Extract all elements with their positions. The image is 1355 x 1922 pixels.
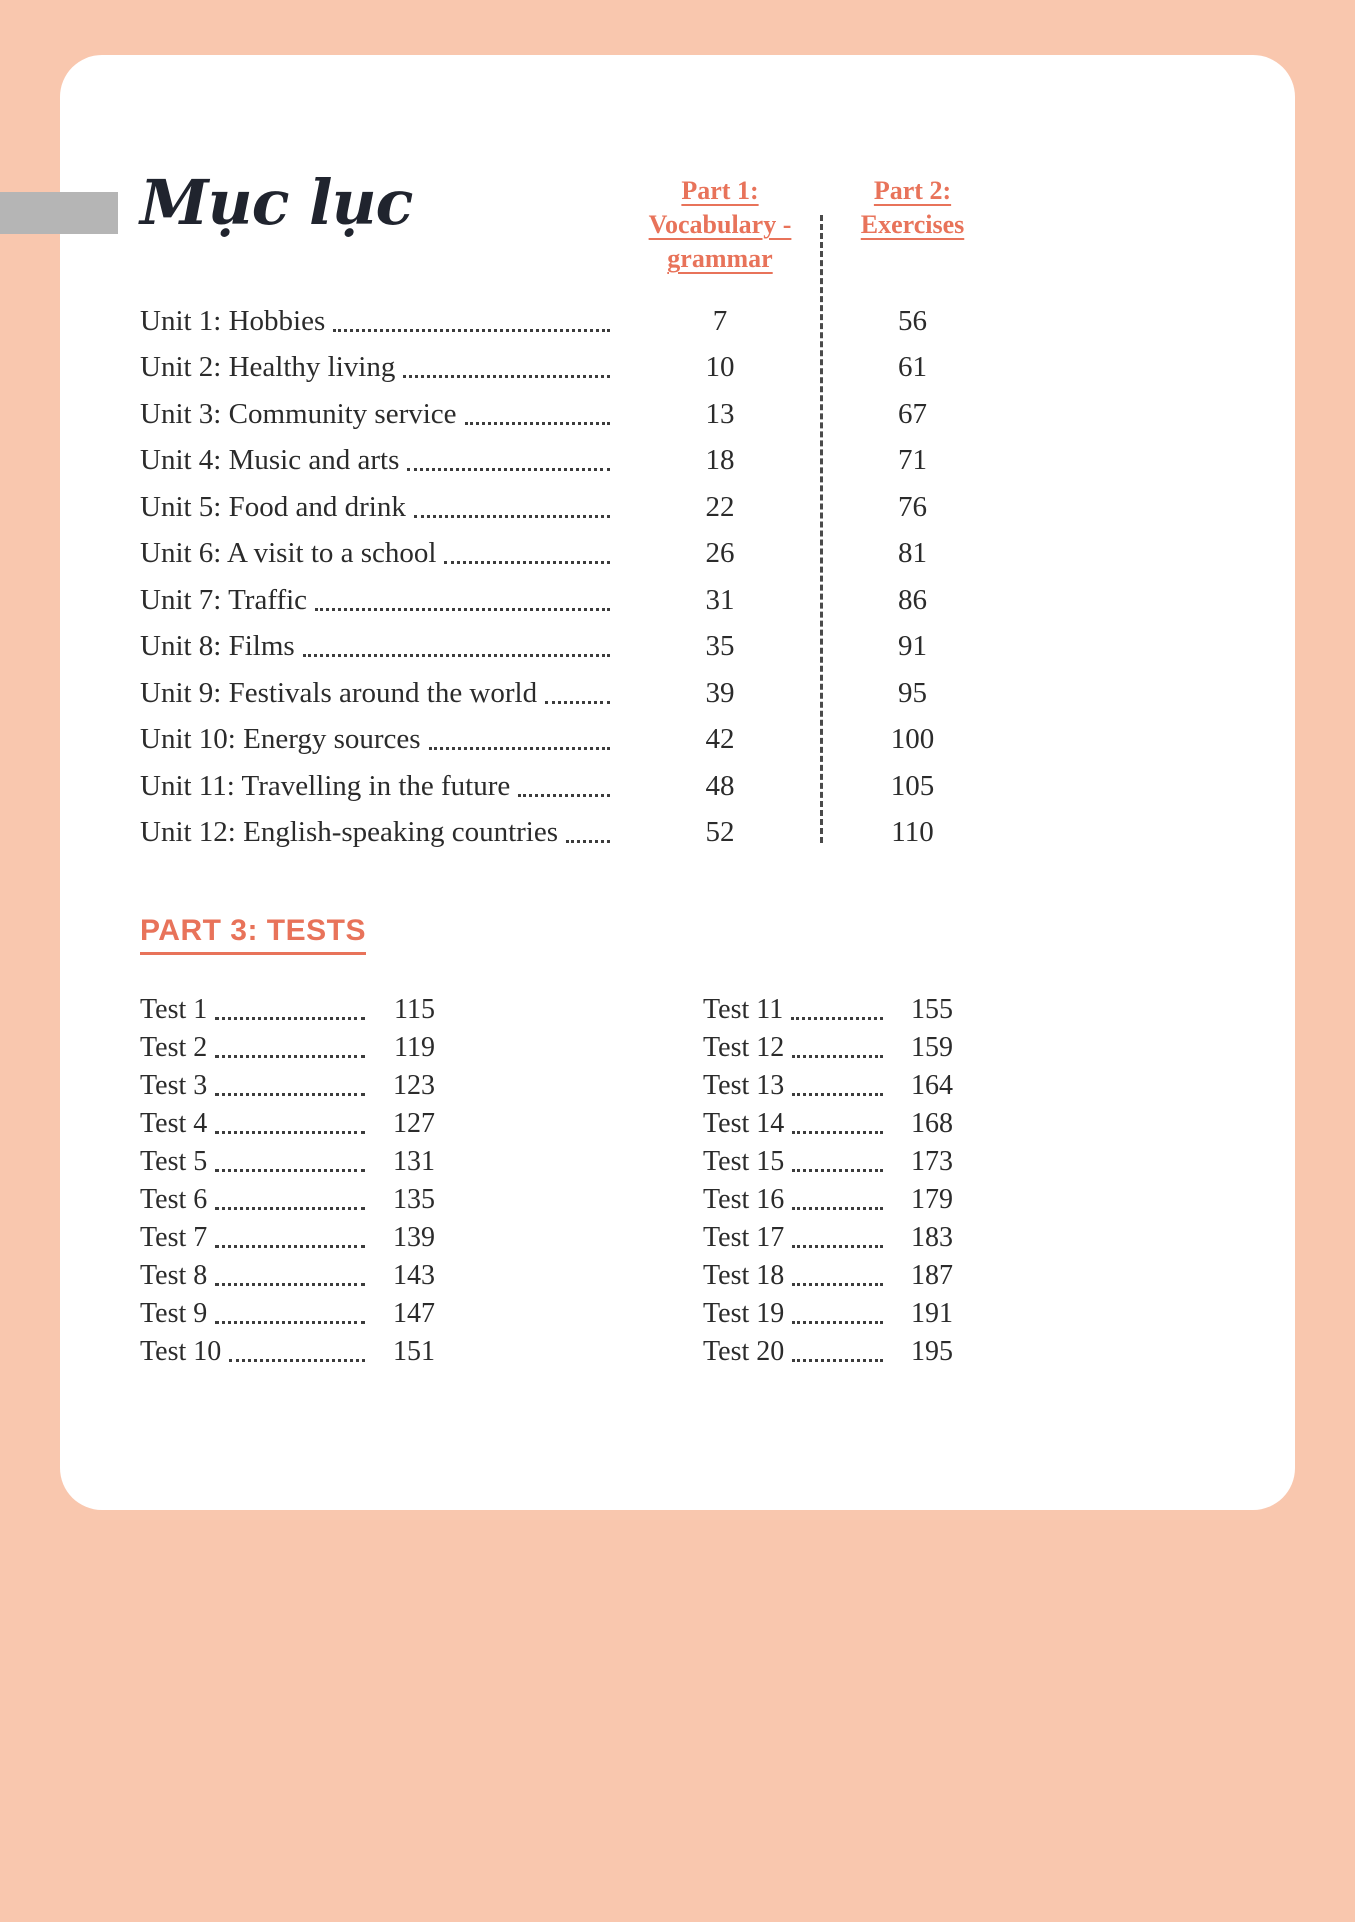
dotted-leader <box>545 701 610 704</box>
part1-column-header <box>620 170 820 276</box>
toc-row <box>140 391 1295 438</box>
test-page-number: 155 <box>911 994 953 1025</box>
toc-header-row <box>140 166 1295 280</box>
unit-label: Unit 6: A visit to a school <box>140 537 437 570</box>
part2-page-number: 95 <box>898 676 927 709</box>
dotted-leader <box>215 1245 365 1248</box>
toc-row <box>140 577 1295 624</box>
dotted-leader <box>333 329 610 332</box>
page-title: Mục lục <box>140 166 413 239</box>
toc-row <box>140 810 1295 857</box>
part2-page-number: 110 <box>891 816 934 849</box>
unit-label: Unit 8: Films <box>140 630 295 663</box>
test-row <box>703 1105 953 1143</box>
part1-header-line: grammar <box>667 244 773 273</box>
part1-page-number: 48 <box>705 769 735 802</box>
part1-page-number: 31 <box>705 583 735 616</box>
dotted-leader <box>215 1017 365 1020</box>
test-row <box>140 1257 435 1295</box>
test-page-number: 168 <box>911 1108 953 1139</box>
dotted-leader <box>215 1283 365 1286</box>
dotted-leader <box>792 1131 883 1134</box>
toc-row <box>140 531 1295 578</box>
dotted-leader <box>518 794 610 797</box>
toc-row <box>140 298 1295 345</box>
test-label: Test 18 <box>703 1260 785 1291</box>
part2-page-number: 86 <box>898 583 927 616</box>
column-divider-dashed-line <box>820 215 823 843</box>
part1-page-number: 35 <box>705 630 735 663</box>
test-page-number: 115 <box>394 994 435 1025</box>
test-label: Test 12 <box>703 1032 785 1063</box>
toc-row <box>140 345 1295 392</box>
test-page-number: 139 <box>393 1222 435 1253</box>
test-page-number: 119 <box>394 1032 435 1063</box>
toc-row <box>140 670 1295 717</box>
test-page-number: 159 <box>911 1032 953 1063</box>
unit-label: Unit 2: Healthy living <box>140 351 396 384</box>
dotted-leader <box>791 1017 883 1020</box>
unit-label: Unit 9: Festivals around the world <box>140 676 538 709</box>
unit-label: Unit 4: Music and arts <box>140 444 400 477</box>
part3-heading-text: PART 3: TESTS <box>140 914 366 955</box>
part2-column-header <box>820 170 1005 242</box>
test-row <box>140 1295 435 1333</box>
tests-column-right <box>703 991 953 1371</box>
test-page-number: 135 <box>393 1184 435 1215</box>
unit-label: Unit 1: Hobbies <box>140 304 326 337</box>
part2-page-number: 91 <box>898 630 927 663</box>
part1-page-number: 42 <box>705 723 735 756</box>
dotted-leader <box>792 1359 883 1362</box>
test-page-number: 143 <box>393 1260 435 1291</box>
test-row <box>140 1029 435 1067</box>
dotted-leader <box>792 1283 883 1286</box>
test-row <box>703 1181 953 1219</box>
test-row <box>703 1219 953 1257</box>
test-page-number: 179 <box>911 1184 953 1215</box>
part2-page-number: 61 <box>898 351 927 384</box>
test-page-number: 131 <box>393 1146 435 1177</box>
test-page-number: 127 <box>393 1108 435 1139</box>
dotted-leader <box>229 1359 365 1362</box>
dotted-leader <box>315 608 610 611</box>
content-card <box>60 55 1295 1510</box>
tests-section <box>140 991 1295 1371</box>
test-label: Test 11 <box>703 994 784 1025</box>
dotted-leader <box>792 1321 883 1324</box>
test-row <box>140 991 435 1029</box>
dotted-leader <box>215 1093 365 1096</box>
unit-label: Unit 3: Community service <box>140 397 457 430</box>
toc-row <box>140 717 1295 764</box>
test-page-number: 123 <box>393 1070 435 1101</box>
test-row <box>140 1105 435 1143</box>
dotted-leader <box>303 654 610 657</box>
test-page-number: 151 <box>393 1336 435 1367</box>
test-row <box>703 1067 953 1105</box>
part1-page-number: 7 <box>712 304 728 337</box>
test-label: Test 20 <box>703 1336 785 1367</box>
test-label: Test 16 <box>703 1184 785 1215</box>
test-label: Test 17 <box>703 1222 785 1253</box>
test-page-number: 187 <box>911 1260 953 1291</box>
dotted-leader <box>215 1321 365 1324</box>
test-label: Test 9 <box>140 1298 208 1329</box>
test-page-number: 195 <box>911 1336 953 1367</box>
tests-column-left <box>140 991 435 1371</box>
test-label: Test 19 <box>703 1298 785 1329</box>
dotted-leader <box>403 375 610 378</box>
dotted-leader <box>792 1207 883 1210</box>
part2-header-line: Exercises <box>860 210 965 239</box>
part1-page-number: 22 <box>705 490 735 523</box>
test-label: Test 10 <box>140 1336 222 1367</box>
test-label: Test 4 <box>140 1108 208 1139</box>
test-page-number: 164 <box>911 1070 953 1101</box>
test-label: Test 8 <box>140 1260 208 1291</box>
unit-label: Unit 7: Traffic <box>140 583 308 616</box>
toc-row <box>140 484 1295 531</box>
test-row <box>140 1333 435 1371</box>
test-page-number: 173 <box>911 1146 953 1177</box>
part1-page-number: 39 <box>705 676 735 709</box>
toc-row <box>140 438 1295 485</box>
part2-page-number: 81 <box>898 537 927 570</box>
test-row <box>703 1029 953 1067</box>
test-label: Test 7 <box>140 1222 208 1253</box>
dotted-leader <box>215 1207 365 1210</box>
dotted-leader <box>215 1169 365 1172</box>
dotted-leader <box>792 1055 883 1058</box>
dotted-leader <box>215 1055 365 1058</box>
test-row <box>703 1143 953 1181</box>
test-label: Test 13 <box>703 1070 785 1101</box>
test-row <box>140 1143 435 1181</box>
part1-page-number: 13 <box>705 397 735 430</box>
dotted-leader <box>407 468 610 471</box>
test-page-number: 191 <box>911 1298 953 1329</box>
part3-heading <box>140 914 1295 955</box>
test-page-number: 183 <box>911 1222 953 1253</box>
page-tab-marker <box>0 192 118 234</box>
test-label: Test 5 <box>140 1146 208 1177</box>
part1-header-line: Vocabulary - <box>648 210 792 239</box>
dotted-leader <box>792 1245 883 1248</box>
test-row <box>140 1067 435 1105</box>
part1-page-number: 26 <box>705 537 735 570</box>
dotted-leader <box>429 747 610 750</box>
toc-row <box>140 624 1295 671</box>
dotted-leader <box>215 1131 365 1134</box>
test-label: Test 2 <box>140 1032 208 1063</box>
unit-label: Unit 11: Travelling in the future <box>140 769 511 802</box>
test-label: Test 15 <box>703 1146 785 1177</box>
part1-page-number: 10 <box>705 351 735 384</box>
part2-page-number: 100 <box>890 723 935 756</box>
dotted-leader <box>465 422 610 425</box>
test-row <box>140 1181 435 1219</box>
toc-row <box>140 763 1295 810</box>
dotted-leader <box>792 1093 883 1096</box>
dotted-leader <box>566 840 610 843</box>
part2-page-number: 56 <box>898 304 927 337</box>
test-row <box>140 1219 435 1257</box>
part1-page-number: 18 <box>705 444 735 477</box>
dotted-leader <box>792 1169 883 1172</box>
part2-header-line: Part 2: <box>873 176 952 205</box>
test-label: Test 1 <box>140 994 208 1025</box>
test-label: Test 6 <box>140 1184 208 1215</box>
title-cell <box>140 166 620 239</box>
test-label: Test 14 <box>703 1108 785 1139</box>
unit-label: Unit 5: Food and drink <box>140 490 406 523</box>
table-of-contents <box>60 55 1295 856</box>
test-label: Test 3 <box>140 1070 208 1101</box>
part2-page-number: 67 <box>898 397 927 430</box>
test-row <box>703 1295 953 1333</box>
dotted-leader <box>444 561 610 564</box>
test-page-number: 147 <box>393 1298 435 1329</box>
part1-header-line: Part 1: <box>681 176 759 205</box>
dotted-leader <box>414 515 610 518</box>
part2-page-number: 76 <box>898 490 927 523</box>
test-row <box>703 1257 953 1295</box>
unit-label: Unit 12: English-speaking countries <box>140 816 559 849</box>
unit-label: Unit 10: Energy sources <box>140 723 421 756</box>
test-row <box>703 991 953 1029</box>
part2-page-number: 105 <box>890 769 935 802</box>
test-row <box>703 1333 953 1371</box>
part1-page-number: 52 <box>705 816 735 849</box>
part2-page-number: 71 <box>898 444 927 477</box>
